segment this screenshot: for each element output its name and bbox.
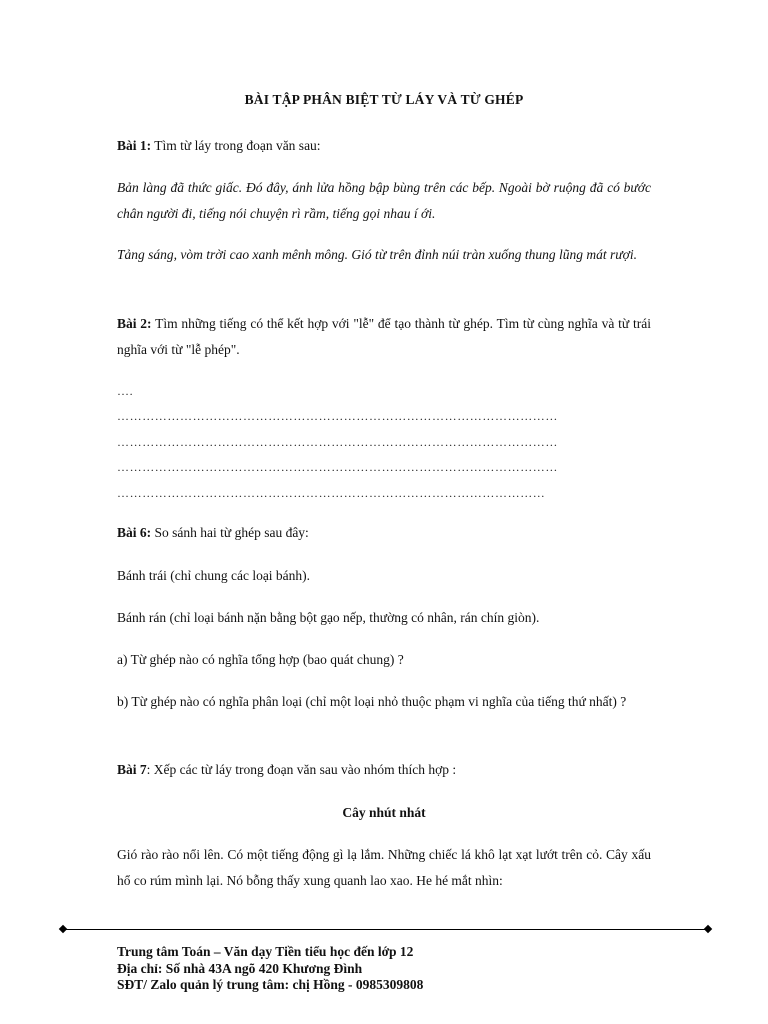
exercise-7-label: Bài 7	[117, 762, 147, 777]
footer-contact: SĐT/ Zalo quản lý trung tâm: chị Hồng - 0985309808	[117, 977, 424, 992]
exercise-2-text: Tìm những tiếng có thể kết hợp với "lễ" để tạo thành từ ghép. Tìm từ cùng nghĩa và từ trái nghĩa với từ "lễ phép".	[117, 316, 651, 357]
exercise-6-label: Bài 6:	[117, 525, 152, 540]
divider-diamond-left-icon	[59, 925, 67, 933]
answer-dots-line: …………………………………………………………………………………………	[117, 486, 546, 500]
footer-address: Địa chỉ: Số nhà 43A ngõ 420 Khương Đình	[117, 960, 363, 976]
exercise-6-prompt	[117, 520, 651, 546]
exercise-1-passage-2: Tảng sáng, vòm trời cao xanh mênh mông. Gió từ trên đỉnh núi tràn xuống thung lũng mát rượi.	[117, 247, 637, 262]
exercise-1-text: Tìm từ láy trong đoạn văn sau:	[151, 138, 321, 153]
exercise-2-prompt	[117, 311, 651, 363]
answer-dots-line: ……………………………………………………………………………………………	[117, 435, 558, 449]
footer-center-name: Trung tâm Toán – Văn dạy Tiền tiểu học đến lớp 12	[117, 944, 414, 959]
exercise-1-prompt	[117, 133, 651, 159]
exercise-6-line-2: Bánh rán (chỉ loại bánh nặn bằng bột gạo nếp, thường có nhân, rán chín giòn).	[117, 610, 540, 625]
divider-diamond-right-icon	[704, 925, 712, 933]
footer	[117, 944, 677, 994]
exercise-6-text: So sánh hai từ ghép sau đây:	[151, 525, 309, 540]
exercise-6-question-b: b) Từ ghép nào có nghĩa phân loại (chỉ một loại nhỏ thuộc phạm vi nghĩa của tiếng thứ nhất) ?	[117, 694, 627, 709]
footer-divider	[62, 929, 710, 930]
answer-dots-short: ….	[117, 384, 134, 398]
answer-dots-line: ……………………………………………………………………………………………	[117, 409, 558, 423]
exercise-2-label: Bài 2:	[117, 316, 152, 331]
answer-dots-line: ……………………………………………………………………………………………	[117, 460, 558, 474]
story-text: Gió rào rào nổi lên. Có một tiếng động gì lạ lắm. Những chiếc lá khô lạt xạt lướt trên cỏ. Cây xấu hổ co rúm mình lại. Nó bỗng thấy xung quanh lao xao. He hé mắt nhìn:	[117, 847, 651, 888]
exercise-6-line-1: Bánh trái (chỉ chung các loại bánh).	[117, 568, 311, 583]
exercise-7-text: : Xếp các từ láy trong đoạn văn sau vào nhóm thích hợp :	[146, 762, 457, 777]
exercise-7-prompt	[117, 757, 651, 783]
exercise-6-question-a: a) Từ ghép nào có nghĩa tổng hợp (bao quát chung) ?	[117, 652, 404, 667]
exercise-1-passage-1: Bản làng đã thức giấc. Đó đây, ánh lửa hồng bập bùng trên các bếp. Ngoài bờ ruộng đã có bước chân người đi, tiếng nói chuyện rì rầm, tiếng gọi nhau í ới.	[117, 180, 651, 221]
document-title: BÀI TẬP PHÂN BIỆT TỪ LÁY VÀ TỪ GHÉP	[244, 92, 524, 107]
exercise-1-label: Bài 1:	[117, 138, 152, 153]
story-title: Cây nhút nhát	[342, 805, 426, 820]
